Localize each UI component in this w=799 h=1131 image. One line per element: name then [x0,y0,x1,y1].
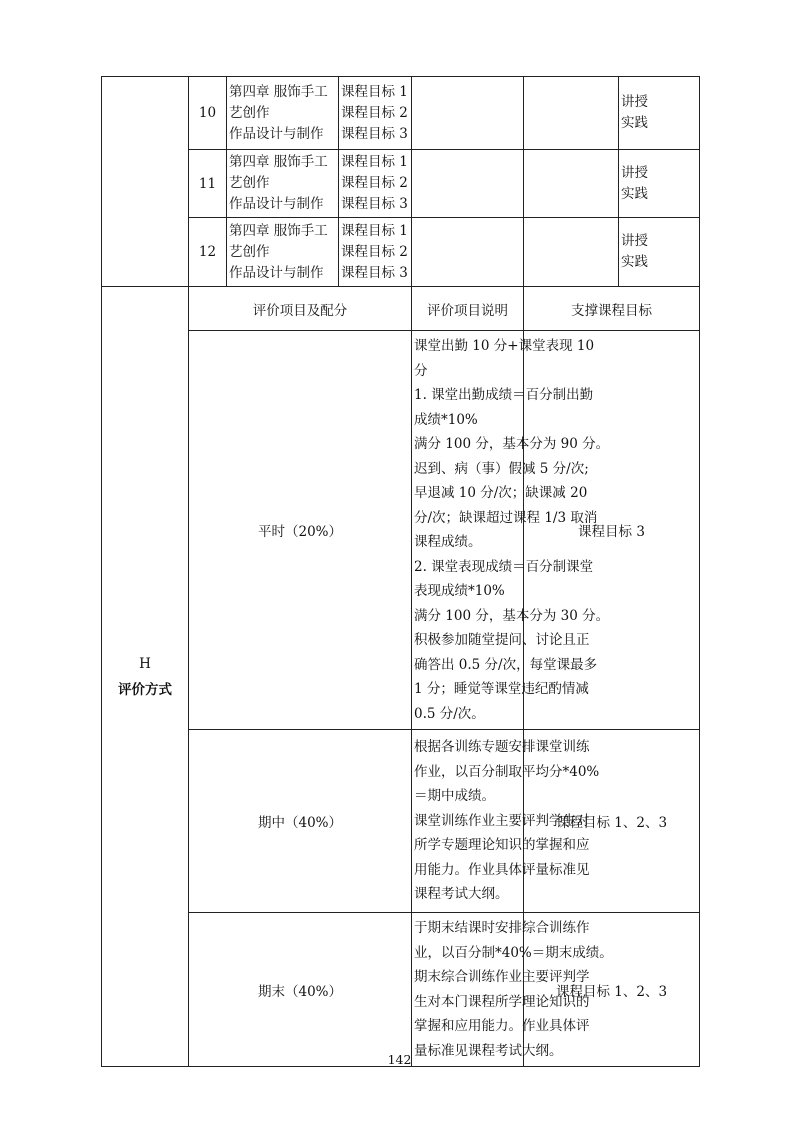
syllabus-table [101,76,700,1067]
evaluation-section-cell [102,287,189,1067]
course-goals-cell: 课程目标 1 课程目标 2 课程目标 3 [339,218,412,287]
empty-cell [412,218,524,287]
empty-cell [524,77,619,150]
course-goals-cell: 课程目标 1 课程目标 2 课程目标 3 [339,77,412,150]
empty-cell [524,150,619,218]
evaluation-description: 课堂出勤 10 分+课堂表现 10 分 1. 课堂出勤成绩＝百分制出勤 成绩*10% 满分 100 分，基本分为 90 分。 迟到、病（事）假减 5 分/次; 早退减 10 分/次；缺课减 20 分/次；缺课超过课程 1/3 取消 课程成绩。 2. 课堂表现成绩＝百分制课堂 表现成绩*10% 满分 100 分，基本分为 30 分。 积极参加随堂提问、讨论且正 确答出 0.5 分/次，每堂课最多 1 分；睡觉等课堂违纪酌情减 0.5 分/次。 [412,331,524,730]
table-row [102,150,700,218]
evaluation-goal: 课程目标 3 [524,331,700,730]
evaluation-goal: 课程目标 1、2、3 [524,730,700,913]
evaluation-item: 期中（40%） [189,730,412,913]
teaching-content-cell: 第四章 服饰手工 艺创作 作品设计与制作 [227,150,339,218]
empty-cell [412,150,524,218]
evaluation-item: 期末（40%） [189,913,412,1067]
teaching-content-cell: 第四章 服饰手工 艺创作 作品设计与制作 [227,218,339,287]
table-row [102,331,700,730]
section-letter: H [139,655,151,672]
page-number: 142 [387,1052,412,1067]
evaluation-description: 根据各训练专题安排课堂训练 作业，以百分制取平均分*40% ＝期中成绩。 课堂训练作业主要评判学生对 所学专题理论知识的掌握和应 用能力。作业具体评量标准见 课程考试大纲。 [412,730,524,913]
empty-cell [412,77,524,150]
table-row [102,913,700,1067]
header-description: 评价项目说明 [412,287,524,331]
week-number: 10 [189,77,227,150]
week-number: 12 [189,218,227,287]
week-number: 11 [189,150,227,218]
evaluation-item: 平时（20%） [189,331,412,730]
teaching-content-cell: 第四章 服饰手工 艺创作 作品设计与制作 [227,77,339,150]
teaching-method-cell: 讲授 实践 [619,77,700,150]
schedule-section-cell [102,77,189,287]
section-label: 评价方式 [118,681,172,698]
table-row [102,77,700,150]
teaching-method-cell: 讲授 实践 [619,218,700,287]
evaluation-goal: 课程目标 1、2、3 [524,913,700,1067]
empty-cell [524,218,619,287]
course-goals-cell: 课程目标 1 课程目标 2 课程目标 3 [339,150,412,218]
header-goal: 支撑课程目标 [524,287,700,331]
evaluation-description: 于期末结课时安排综合训练作 业，以百分制*40%＝期末成绩。 期末综合训练作业主要评判学 生对本门课程所学理论知识的 掌握和应用能力。作业具体评 量标准见课程考试大纲。 [412,913,524,1067]
header-item: 评价项目及配分 [189,287,412,331]
evaluation-header-row [102,287,700,331]
table-row [102,218,700,287]
teaching-method-cell: 讲授 实践 [619,150,700,218]
table-row [102,730,700,913]
